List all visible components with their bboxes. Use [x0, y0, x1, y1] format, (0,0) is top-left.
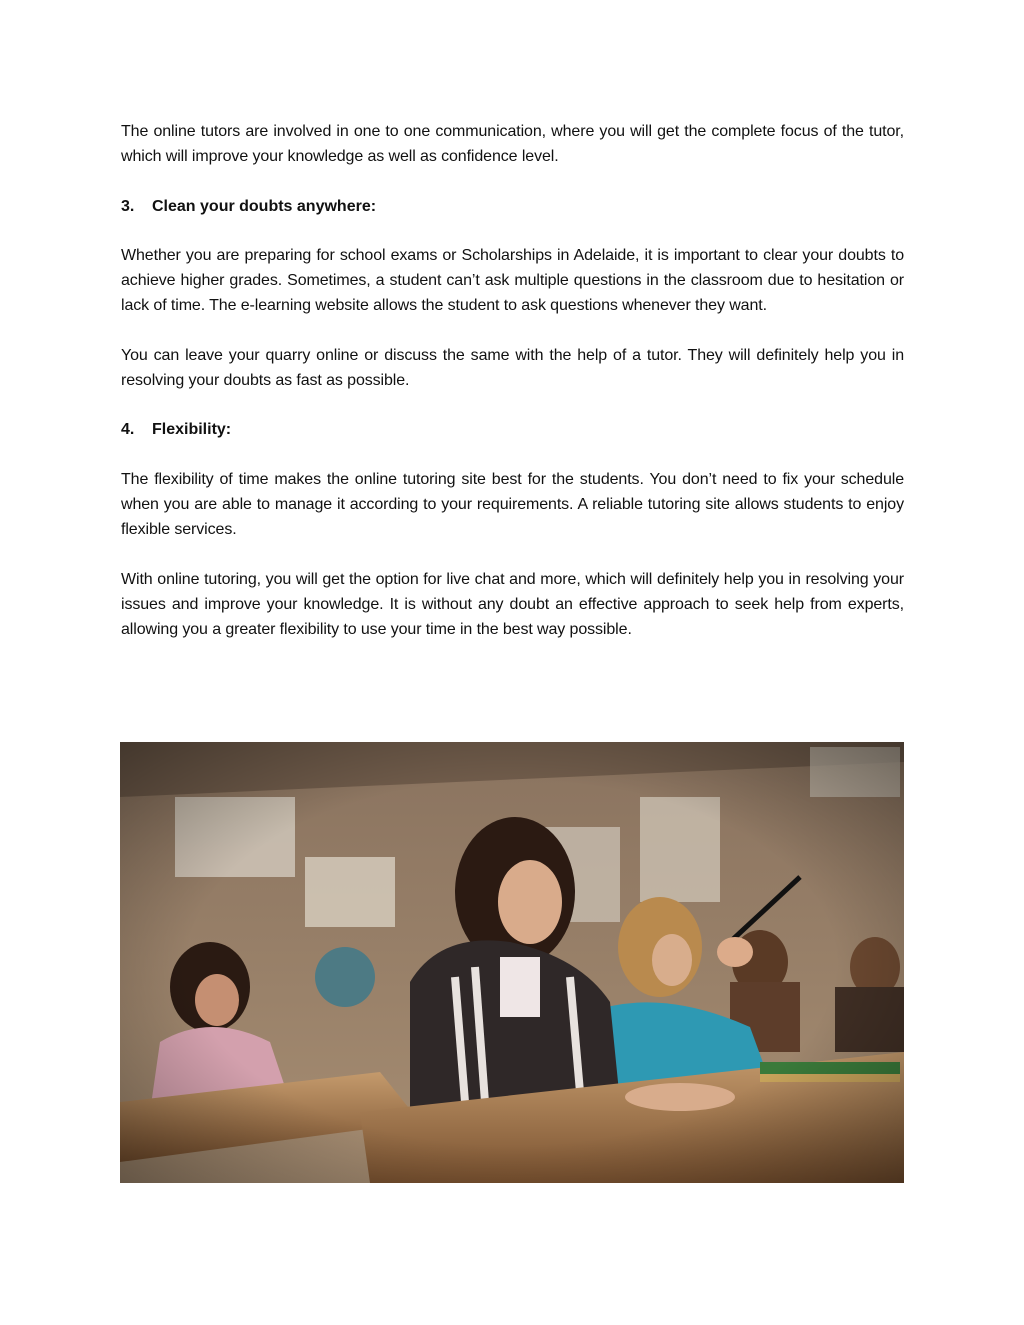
paragraph-flexibility: The flexibility of time makes the online tutoring site best for the students. You don’t need to fix your schedule when you are able to manage it according to your requirements. A reliable tutoring site allows students to enjoy flexible services.: [121, 470, 904, 539]
heading-clean-doubts: [121, 194, 904, 219]
paragraph-intro: The online tutors are involved in one to one communication, where you will get the complete focus of the tutor, which will improve your knowledge as well as confidence level.: [121, 123, 904, 166]
heading-number: 3.: [121, 197, 135, 215]
heading-flexibility: [121, 417, 904, 442]
heading-text: Flexibility:: [152, 421, 232, 439]
paragraph-live-chat: With online tutoring, you will get the option for live chat and more, which will definitely help you in resolving your issues and improve your knowledge. It is without any doubt an effective approach to seek help from experts, allowing you a greater flexibility to use your time in the best way possible.: [121, 570, 904, 639]
paragraph-clear-doubts: Whether you are preparing for school exams or Scholarships in Adelaide, it is important to clear your doubts to achieve higher grades. Sometimes, a student can’t ask multiple questions in the classroom due to hesitation or lack of time. The e-learning website allows the student to ask questions whenever they want.: [121, 246, 904, 315]
document-page: [121, 119, 904, 666]
heading-text: Clean your doubts anywhere:: [152, 197, 377, 215]
paragraph-leave-quarry: You can leave your quarry online or discuss the same with the help of a tutor. They will definitely help you in resolving your doubts as fast as possible.: [121, 346, 904, 390]
classroom-photo: [120, 742, 904, 1183]
heading-number: 4.: [121, 421, 135, 439]
classroom-illustration: [120, 742, 904, 1183]
